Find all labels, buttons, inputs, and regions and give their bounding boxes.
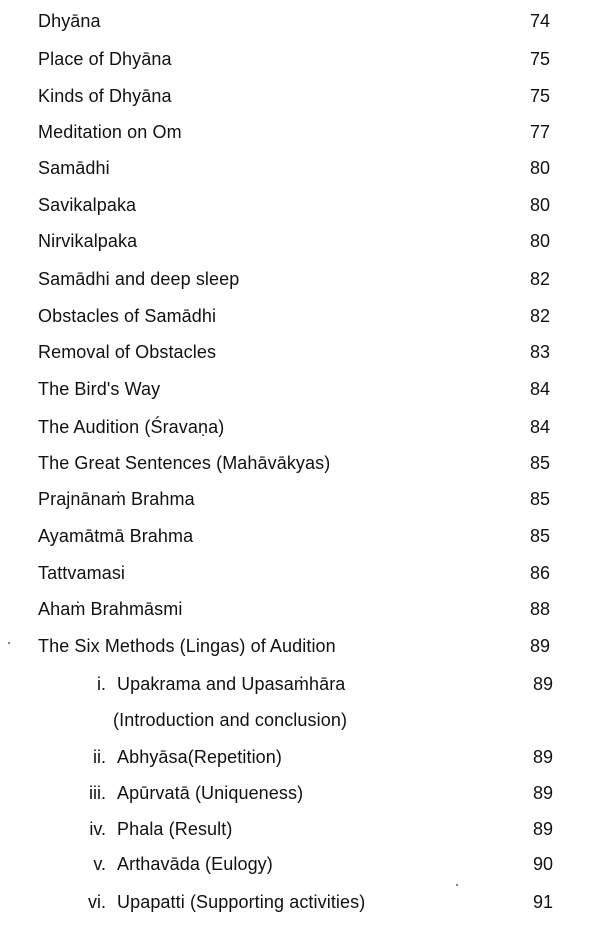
toc-entry-page: 85 (529, 453, 550, 473)
toc-subentry-numeral: vi. (88, 892, 106, 912)
print-speck (8, 642, 10, 644)
toc-subentry-title: Apūrvatā (Uniqueness) (117, 783, 304, 803)
toc-entry-page: 83 (529, 342, 550, 362)
toc-subentry-title: Upapatti (Supporting activities) (117, 892, 366, 912)
toc-subentry-numeral: ii. (93, 747, 106, 767)
toc-subentry-page: 89 (532, 747, 553, 767)
toc-subentry-page: 89 (532, 783, 553, 803)
toc-entry-page: 88 (529, 599, 550, 619)
toc-subentry-page: 89 (532, 819, 553, 839)
toc-subentry-page: 89 (532, 674, 553, 694)
toc-entry-page: 77 (529, 122, 550, 142)
toc-row (0, 121, 600, 151)
toc-subrow (0, 818, 600, 848)
toc-row (0, 488, 600, 518)
toc-row (0, 452, 600, 482)
toc-entry-title: Ayamātmā Brahma (38, 526, 194, 546)
toc-entry-page: 74 (529, 11, 550, 31)
toc-row (0, 268, 600, 298)
toc-subentry-page: 90 (532, 854, 553, 874)
toc-subrow (0, 891, 600, 921)
toc-entry-title: Removal of Obstacles (38, 342, 217, 362)
toc-entry-page: 80 (529, 195, 550, 215)
toc-subrow-continuation (0, 709, 600, 739)
toc-entry-title: Samādhi (38, 158, 110, 178)
toc-subrow (0, 782, 600, 812)
toc-row (0, 157, 600, 187)
toc-row (0, 341, 600, 371)
toc-entry-title: Meditation on Om (38, 122, 182, 142)
toc-entry-title: The Great Sentences (Mahāvākyas) (38, 453, 331, 473)
toc-entry-title: Savikalpaka (38, 195, 137, 215)
toc-entry-title: Nirvikalpaka (38, 231, 138, 251)
toc-row (0, 525, 600, 555)
toc-subentry-title: Phala (Result) (117, 819, 233, 839)
toc-subentry-continuation: (Introduction and conclusion) (113, 710, 348, 730)
toc-entry-title: The Bird's Way (38, 379, 161, 399)
toc-subentry-numeral: i. (97, 674, 106, 694)
toc-row (0, 416, 600, 446)
toc-row (0, 635, 600, 665)
toc-subentry-title: Upakrama and Upasaṁhāra (117, 674, 346, 694)
toc-entry-page: 82 (529, 306, 550, 326)
toc-entry-page: 80 (529, 158, 550, 178)
toc-entry-title: Place of Dhyāna (38, 49, 172, 69)
toc-row (0, 378, 600, 408)
toc-entry-page: 75 (529, 86, 550, 106)
toc-subentry-numeral: iii. (89, 783, 106, 803)
toc-entry-title: Prajnānaṁ Brahma (38, 489, 195, 509)
toc-row (0, 85, 600, 115)
toc-subrow (0, 746, 600, 776)
toc-entry-page: 86 (529, 563, 550, 583)
toc-subentry-numeral: iv. (89, 819, 106, 839)
toc-subentry-title: Arthavāda (Eulogy) (117, 854, 273, 874)
toc-subentry-page: 91 (532, 892, 553, 912)
toc-entry-title: Ahaṁ Brahmāsmi (38, 599, 183, 619)
toc-entry-page: 85 (529, 526, 550, 546)
toc-row (0, 230, 600, 260)
toc-entry-title: Tattvamasi (38, 563, 126, 583)
toc-entry-title: Obstacles of Samādhi (38, 306, 217, 326)
toc-row (0, 48, 600, 78)
toc-entry-page: 75 (529, 49, 550, 69)
toc-subentry-numeral: v. (93, 854, 106, 874)
toc-entry-title: The Six Methods (Lingas) of Audition (38, 636, 336, 656)
toc-row (0, 562, 600, 592)
toc-entry-title: Dhyāna (38, 11, 101, 31)
toc-entry-page: 89 (529, 636, 550, 656)
toc-row (0, 194, 600, 224)
toc-row (0, 598, 600, 628)
toc-entry-title: Kinds of Dhyāna (38, 86, 172, 106)
print-speck (456, 884, 458, 886)
toc-entry-title: Samādhi and deep sleep (38, 269, 240, 289)
toc-subrow (0, 673, 600, 703)
toc-subrow (0, 853, 600, 883)
toc-entry-page: 84 (529, 379, 550, 399)
toc-subentry-title: Abhyāsa(Repetition) (117, 747, 282, 767)
toc-row (0, 10, 600, 40)
toc-entry-page: 84 (529, 417, 550, 437)
toc-entry-page: 85 (529, 489, 550, 509)
toc-entry-page: 82 (529, 269, 550, 289)
toc-entry-title: The Audition (Śravaṇa) (38, 417, 225, 437)
toc-entry-page: 80 (529, 231, 550, 251)
toc-row (0, 305, 600, 335)
